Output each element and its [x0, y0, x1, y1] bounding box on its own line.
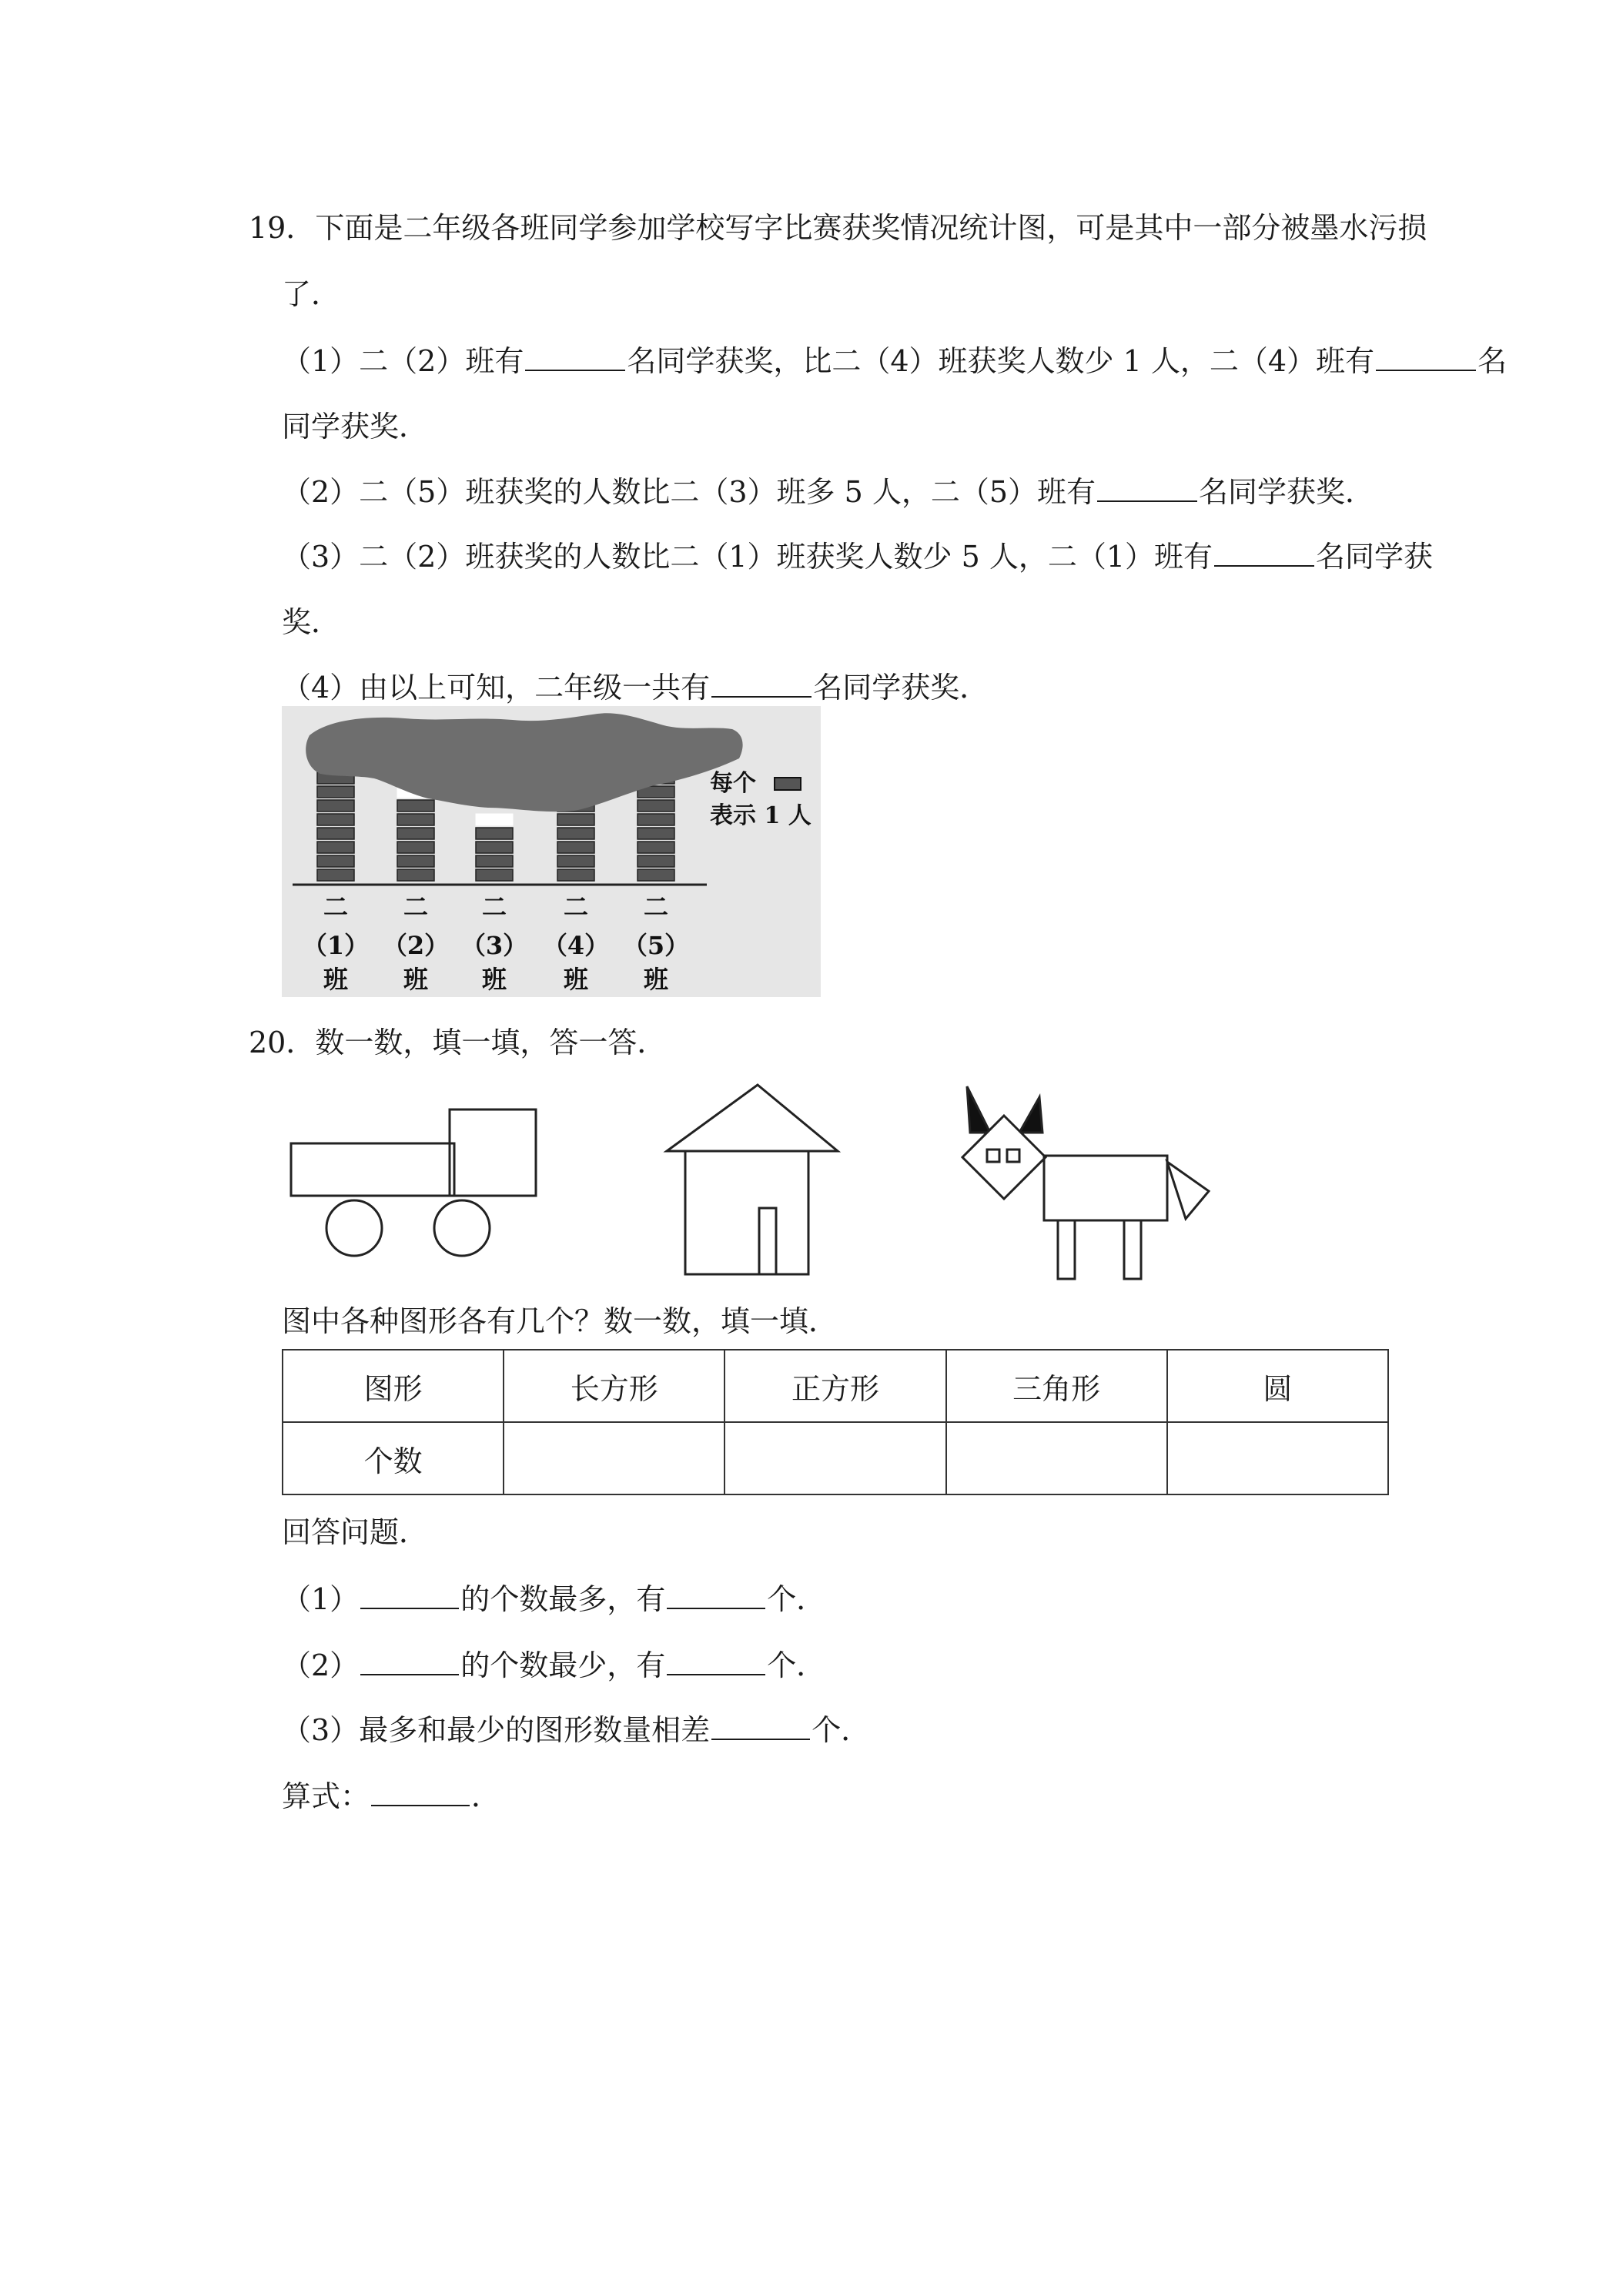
pictograph-unit-block — [397, 869, 434, 881]
q19-part2-text-a: （2）二（5）班获奖的人数比二（3）班多 5 人，二（5）班有 — [282, 475, 1096, 509]
q20-blank-difference[interactable] — [711, 1711, 810, 1740]
pictograph-unit-block — [557, 869, 594, 881]
table-header-cell: 长方形 — [504, 1350, 724, 1422]
q20-answer-3 — [282, 1711, 870, 1749]
pictograph-unit-block — [557, 842, 594, 853]
pictograph-unit-block — [317, 842, 354, 853]
pictograph-empty-slot — [476, 814, 513, 825]
q19-blank-5[interactable] — [711, 668, 812, 698]
q19-part1-text-a: （1）二（2）班有 — [282, 344, 524, 378]
class-labels — [303, 892, 689, 994]
table-row — [283, 1422, 1388, 1494]
q19-part4 — [282, 668, 989, 706]
pictograph-unit-block — [397, 814, 434, 825]
pictograph-unit-block — [397, 855, 434, 867]
shape-count-table — [282, 1349, 1389, 1495]
q20-blank-most-count[interactable] — [667, 1580, 765, 1609]
house-door-rectangle — [759, 1208, 776, 1274]
class-label-l1: 二 — [323, 892, 349, 922]
class-label-l1: 二 — [481, 892, 507, 922]
class-label-l2: （1） — [302, 931, 370, 960]
class-label-l3: 班 — [643, 965, 669, 994]
q20-stem: 20．数一数，填一填，答一答． — [249, 1026, 667, 1059]
q20-blank-least-count[interactable] — [667, 1646, 765, 1675]
class-label-l2: （4） — [542, 931, 610, 960]
class-label-l3: 班 — [563, 965, 589, 994]
table-header-cell: 正方形 — [724, 1350, 945, 1422]
pictograph-unit-block — [557, 814, 594, 825]
pictograph-unit-block — [637, 869, 674, 881]
pictograph-unit-block — [557, 855, 594, 867]
q20-a1-text-c: 个． — [767, 1582, 826, 1616]
q19-part4-text-a: （4）由以上可知，二年级一共有 — [282, 671, 711, 705]
pictograph-unit-block — [317, 869, 354, 881]
pictograph-unit-block — [476, 842, 513, 853]
pictograph-unit-block — [317, 786, 354, 798]
truck-cab-square — [450, 1110, 536, 1196]
truck-body-rectangle — [291, 1143, 454, 1196]
shape-figures — [277, 1074, 1278, 1308]
truck-figure — [291, 1110, 536, 1256]
q20-formula-end: ． — [471, 1779, 501, 1813]
house-roof-triangle — [667, 1085, 838, 1151]
shape-figures-svg — [277, 1074, 1278, 1305]
award-pictograph — [282, 706, 821, 997]
truck-wheel-left — [326, 1200, 382, 1256]
truck-wheel-right — [434, 1200, 490, 1256]
q20-a2-text-b: 的个数最少，有 — [460, 1648, 666, 1682]
count-cell-square[interactable] — [724, 1422, 945, 1494]
pictograph-unit-block — [317, 814, 354, 825]
class-label-l3: 班 — [481, 965, 507, 994]
pictograph-unit-block — [317, 855, 354, 867]
q19-part3-text-a: （3）二（2）班获奖的人数比二（1）班获奖人数少 5 人，二（1）班有 — [282, 540, 1213, 574]
q20-answer-2 — [282, 1646, 825, 1684]
animal-leg-left-rectangle — [1058, 1220, 1075, 1279]
q19-blank-3[interactable] — [1097, 473, 1197, 502]
pictograph-unit-block — [397, 842, 434, 853]
q19-part1 — [282, 342, 1507, 380]
pictograph-unit-block — [557, 828, 594, 839]
animal-ear-right-triangle — [1019, 1097, 1042, 1133]
pictograph-unit-block — [637, 814, 674, 825]
q20-a1-text-a: （1） — [282, 1582, 360, 1616]
q19-part4-text-b: 名同学获奖． — [813, 671, 989, 705]
q19-stem-line2: 了． — [282, 277, 341, 311]
pictograph-unit-block — [637, 842, 674, 853]
table-header-cell: 圆 — [1167, 1350, 1388, 1422]
class-label-l1: 二 — [643, 892, 669, 922]
q20-a3-text-a: （3）最多和最少的图形数量相差 — [282, 1713, 711, 1747]
q20-a2-text-c: 个． — [767, 1648, 826, 1682]
q20-instruction: 图中各种图形各有几个？数一数，填一填． — [282, 1304, 838, 1338]
q20-formula-label: 算式： — [282, 1779, 370, 1813]
pictograph-unit-block — [637, 828, 674, 839]
pictograph-unit-block — [317, 828, 354, 839]
q20-answer-1 — [282, 1580, 825, 1618]
q20-a1-text-b: 的个数最多，有 — [460, 1582, 666, 1616]
table-header-cell: 三角形 — [946, 1350, 1167, 1422]
count-cell-rectangle[interactable] — [504, 1422, 724, 1494]
class-label-l2: （5） — [622, 931, 690, 960]
q19-part3 — [282, 537, 1433, 575]
q20-a2-text-a: （2） — [282, 1648, 360, 1682]
q19-stem-line1: 19．下面是二年级各班同学参加学校写字比赛获奖情况统计图，可是其中一部分被墨水污损 — [249, 211, 1427, 245]
count-cell-circle[interactable] — [1167, 1422, 1388, 1494]
q19-part1-text-b: 名同学获奖，比二（4）班获奖人数少 1 人，二（4）班有 — [627, 344, 1375, 378]
legend-line1: 每个 — [710, 770, 756, 797]
class-label-l3: 班 — [403, 965, 429, 994]
q19-part1-text-c: 名 — [1477, 344, 1508, 378]
q19-blank-1[interactable] — [525, 342, 625, 371]
q19-part3-text-b: 名同学获 — [1316, 540, 1434, 574]
pictograph-unit-block — [397, 828, 434, 839]
q20-blank-formula[interactable] — [371, 1777, 470, 1806]
legend-line2: 表示 1 人 — [710, 802, 812, 829]
class-label-l1: 二 — [563, 892, 589, 922]
house-wall-square — [685, 1151, 808, 1274]
animal-ear-left-triangle — [967, 1086, 990, 1133]
count-cell-triangle[interactable] — [946, 1422, 1167, 1494]
q20-formula — [282, 1777, 500, 1815]
pictograph-unit-block — [476, 828, 513, 839]
animal-figure — [962, 1086, 1209, 1279]
table-header-row — [283, 1350, 1388, 1422]
class-label-l3: 班 — [323, 965, 349, 994]
q19-part1-cont: 同学获奖． — [282, 410, 429, 443]
q19-blank-4[interactable] — [1214, 537, 1314, 567]
table-header-cell: 图形 — [283, 1350, 504, 1422]
pictograph-svg — [282, 706, 821, 997]
q20-blank-most-shape[interactable] — [360, 1580, 459, 1609]
ink-stain — [306, 713, 742, 812]
animal-body-rectangle — [1044, 1156, 1167, 1220]
pictograph-unit-block — [397, 800, 434, 812]
q20-answer-title: 回答问题． — [282, 1515, 429, 1549]
house-figure — [667, 1085, 838, 1274]
q20-a3-text-b: 个． — [812, 1713, 871, 1747]
pictograph-unit-block — [637, 855, 674, 867]
animal-tail-triangle — [1167, 1162, 1209, 1219]
pictograph-unit-block — [317, 800, 354, 812]
legend-unit-icon — [775, 778, 801, 790]
class-label-l2: （2） — [382, 931, 450, 960]
q19-part3-cont: 奖． — [282, 605, 341, 639]
table-row-label: 个数 — [283, 1422, 504, 1494]
class-label-l1: 二 — [403, 892, 429, 922]
pictograph-unit-block — [476, 855, 513, 867]
q19-part2-text-b: 名同学获奖． — [1199, 475, 1375, 509]
q20-blank-least-shape[interactable] — [360, 1646, 459, 1675]
pictograph-unit-block — [476, 869, 513, 881]
animal-leg-right-rectangle — [1124, 1220, 1141, 1279]
pictograph-unit-block — [637, 800, 674, 812]
class-label-l2: （3） — [460, 931, 528, 960]
q19-part2 — [282, 473, 1374, 510]
q19-blank-2[interactable] — [1376, 342, 1476, 371]
